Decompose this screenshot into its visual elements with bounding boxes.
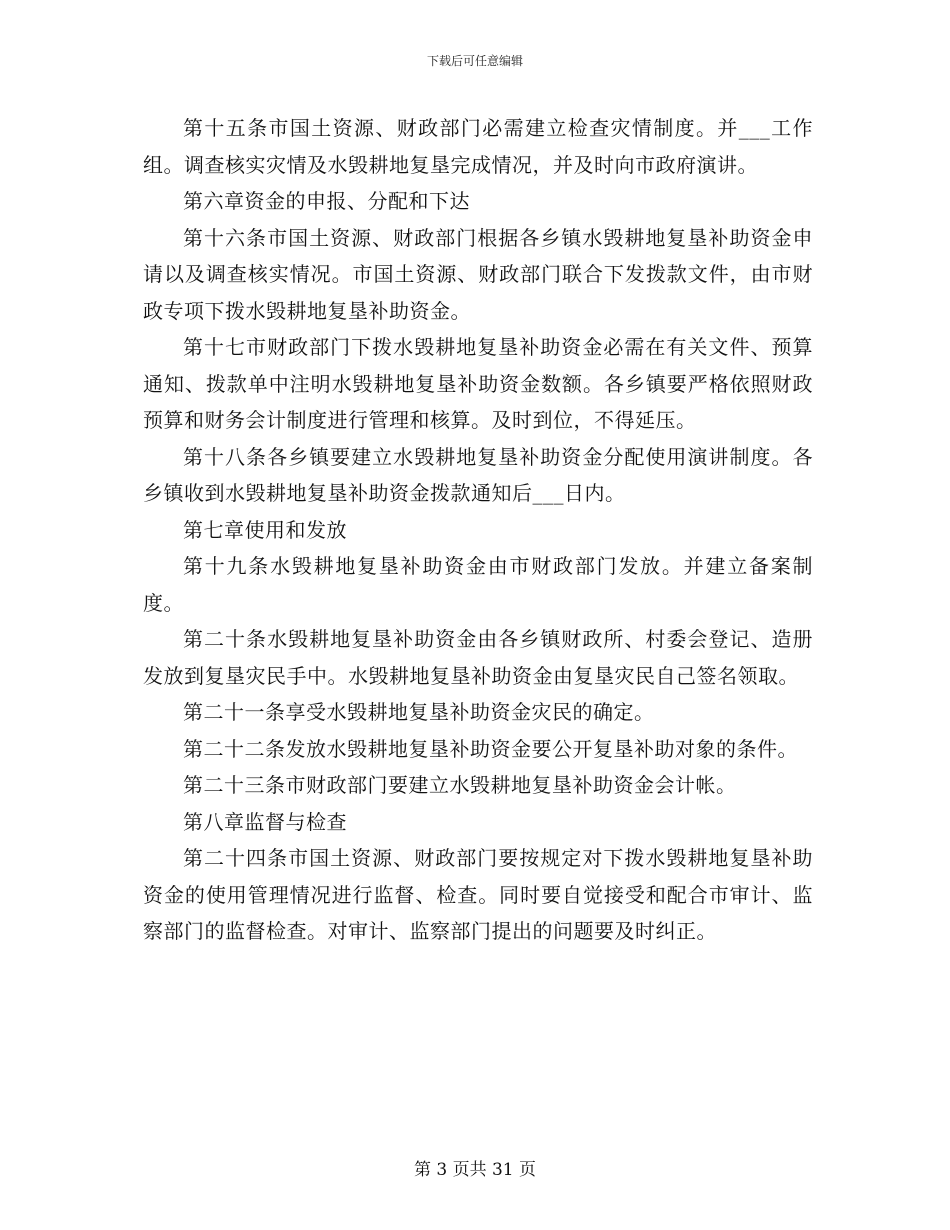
paragraph-article-17: 第十七市财政部门下拨水毁耕地复垦补助资金必需在有关文件、预算通知、拨款单中注明水毁耕地复垦补助资金数额。各乡镇要严格依照财政预算和财务会计制度进行管理和核算。及时到位，不得延压。	[143, 335, 813, 432]
document-body	[143, 110, 813, 950]
chapter-7-heading: 第七章使用和发放	[183, 517, 347, 542]
chapter-6-heading: 第六章资金的申报、分配和下达	[183, 189, 470, 213]
page-number: 第 3 页共 31 页	[413, 1160, 537, 1180]
paragraph-article-18: 第十八条各乡镇要建立水毁耕地复垦补助资金分配使用演讲制度。各乡镇收到水毁耕地复垦补助资金拨款通知后___日内。	[143, 444, 813, 505]
paragraph-article-21: 第二十一条享受水毁耕地复垦补助资金灾民的确定。	[183, 700, 655, 724]
paragraph-article-23: 第二十三条市财政部门要建立水毁耕地复垦补助资金会计帐。	[183, 773, 737, 797]
paragraph-article-15: 第十五条市国土资源、财政部门必需建立检查灾情制度。并___工作组。调查核实灾情及水毁耕地复垦完成情况，并及时向市政府演讲。	[143, 116, 813, 177]
paragraph-article-24: 第二十四条市国土资源、财政部门要按规定对下拨水毁耕地复垦补助资金的使用管理情况进行监督、检查。同时要自觉接受和配合市审计、监察部门的监督检查。对审计、监察部门提出的问题要及时纠正。	[143, 846, 813, 943]
paragraph-article-20: 第二十条水毁耕地复垦补助资金由各乡镇财政所、村委会登记、造册发放到复垦灾民手中。水毁耕地复垦补助资金由复垦灾民自己签名领取。	[143, 627, 813, 688]
page-header: 下载后可任意编辑	[426, 54, 523, 68]
paragraph-article-19: 第十九条水毁耕地复垦补助资金由市财政部门发放。并建立备案制度。	[143, 554, 813, 615]
chapter-8-heading: 第八章监督与检查	[183, 809, 347, 834]
paragraph-article-16: 第十六条市国土资源、财政部门根据各乡镇水毁耕地复垦补助资金申请以及调查核实情况。市国土资源、财政部门联合下发拨款文件，由市财政专项下拨水毁耕地复垦补助资金。	[143, 225, 813, 323]
paragraph-article-22: 第二十二条发放水毁耕地复垦补助资金要公开复垦补助对象的条件。	[183, 736, 798, 761]
